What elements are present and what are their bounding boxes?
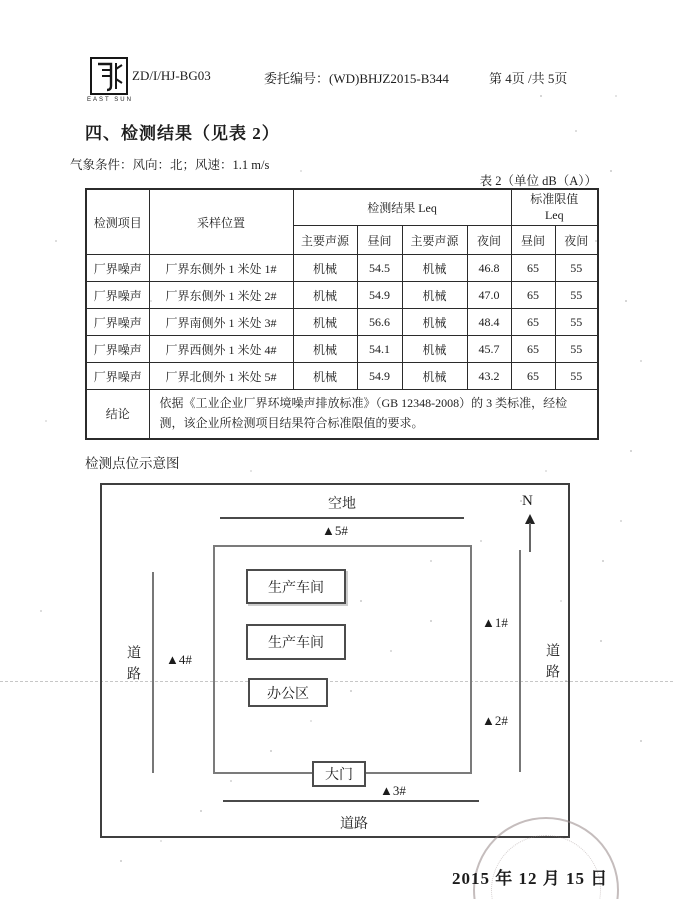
cell-day: 56.6 xyxy=(357,309,402,336)
cell-item: 厂界噪声 xyxy=(86,282,149,309)
col-header-location: 采样位置 xyxy=(149,189,293,255)
cell-source-night: 机械 xyxy=(402,255,467,282)
cell-source-day: 机械 xyxy=(293,282,357,309)
col-header-source-night: 主要声源 xyxy=(402,226,467,255)
cell-night: 47.0 xyxy=(467,282,511,309)
logo-glyph xyxy=(92,59,126,93)
col-header-night: 夜间 xyxy=(467,226,511,255)
open-space-label: 空地 xyxy=(328,497,356,512)
cell-source-night: 机械 xyxy=(402,309,467,336)
col-header-source-day: 主要声源 xyxy=(293,226,357,255)
bottom-boundary-line xyxy=(223,800,479,802)
col-header-limit-day: 昼间 xyxy=(511,226,555,255)
cell-limit-day: 65 xyxy=(511,363,555,390)
cell-day: 54.9 xyxy=(357,363,402,390)
table-row xyxy=(86,282,598,309)
cell-source-day: 机械 xyxy=(293,336,357,363)
cell-limit-day: 65 xyxy=(511,336,555,363)
cell-location: 厂界南侧外 1 米处 3# xyxy=(149,309,293,336)
cell-source-day: 机械 xyxy=(293,363,357,390)
cell-day: 54.5 xyxy=(357,255,402,282)
results-table xyxy=(85,188,599,440)
table-row xyxy=(86,336,598,363)
north-label: N xyxy=(522,493,533,509)
road-label-right: 道路 xyxy=(544,643,559,685)
col-header-limit-group: 标准限值 Leq xyxy=(511,189,598,226)
conclusion-row xyxy=(86,390,598,439)
table-row xyxy=(86,309,598,336)
cell-limit-night: 55 xyxy=(555,282,598,309)
cell-item: 厂界噪声 xyxy=(86,363,149,390)
right-road-line xyxy=(519,550,521,772)
report-date: 2015 年 12 月 15 日 xyxy=(452,869,609,888)
conclusion-label: 结论 xyxy=(86,390,149,439)
col-header-result-group: 检测结果 Leq xyxy=(293,189,511,226)
conclusion-text: 依据《工业企业厂界环境噪声排放标准》（GB 12348-2008）的 3 类标准，经检测，该企业所检测项目结果符合标准限值的要求。 xyxy=(149,390,598,439)
cell-night: 43.2 xyxy=(467,363,511,390)
monitor-point-4: ▲4# xyxy=(166,652,192,667)
cell-limit-night: 55 xyxy=(555,336,598,363)
top-boundary-line xyxy=(220,517,464,519)
workshop-2-box xyxy=(246,624,346,660)
cell-night: 48.4 xyxy=(467,309,511,336)
col-header-limit-night: 夜间 xyxy=(555,226,598,255)
cell-night: 45.7 xyxy=(467,336,511,363)
table-caption: 表 2（单位 dB（A）） xyxy=(479,174,597,188)
workshop-2-label: 生产车间 xyxy=(268,636,324,651)
site-diagram xyxy=(100,483,570,838)
cell-limit-night: 55 xyxy=(555,255,598,282)
cell-day: 54.1 xyxy=(357,336,402,363)
left-road-line xyxy=(152,572,154,773)
table-row xyxy=(86,255,598,282)
office-label: 办公区 xyxy=(267,686,309,702)
table-row xyxy=(86,363,598,390)
scan-noise xyxy=(0,0,2,2)
page-number: 第 4页 /共 5页 xyxy=(489,71,568,86)
cell-limit-night: 55 xyxy=(555,363,598,390)
cell-limit-day: 65 xyxy=(511,255,555,282)
company-logo xyxy=(90,57,128,95)
monitor-point-5: ▲5# xyxy=(322,523,348,538)
cell-location: 厂界东侧外 1 米处 1# xyxy=(149,255,293,282)
cell-item: 厂界噪声 xyxy=(86,336,149,363)
cell-source-night: 机械 xyxy=(402,336,467,363)
monitor-point-1: ▲1# xyxy=(482,615,508,630)
commission-number: 委托编号：(WD)BHJZ2015-B344 xyxy=(264,71,449,86)
monitor-point-2: ▲2# xyxy=(482,713,508,728)
cell-source-day: 机械 xyxy=(293,309,357,336)
workshop-1-label: 生产车间 xyxy=(268,580,324,596)
cell-location: 厂界北侧外 1 米处 5# xyxy=(149,363,293,390)
north-arrow-shaft xyxy=(529,523,531,552)
cell-item: 厂界噪声 xyxy=(86,309,149,336)
section-title: 四、检测结果（见表 2） xyxy=(85,124,280,143)
gate-label: 大门 xyxy=(325,768,353,783)
cell-limit-night: 55 xyxy=(555,309,598,336)
cell-location: 厂界西侧外 1 米处 4# xyxy=(149,336,293,363)
workshop-1-box xyxy=(246,569,346,604)
road-label-bottom: 道路 xyxy=(340,817,368,832)
document-code: ZD/I/HJ-BG03 xyxy=(132,68,211,83)
col-header-day: 昼间 xyxy=(357,226,402,255)
gate-box xyxy=(312,761,366,787)
cell-item: 厂界噪声 xyxy=(86,255,149,282)
cell-limit-day: 65 xyxy=(511,282,555,309)
road-label-left: 道路 xyxy=(125,645,140,687)
col-header-item: 检测项目 xyxy=(86,189,149,255)
monitor-point-3: ▲3# xyxy=(380,783,406,798)
cell-source-night: 机械 xyxy=(402,363,467,390)
weather-conditions: 气象条件：风向：北；风速：1.1 m/s xyxy=(70,158,270,172)
office-box xyxy=(248,678,328,707)
cell-location: 厂界东侧外 1 米处 2# xyxy=(149,282,293,309)
cell-source-day: 机械 xyxy=(293,255,357,282)
cell-source-night: 机械 xyxy=(402,282,467,309)
cell-limit-day: 65 xyxy=(511,309,555,336)
diagram-title: 检测点位示意图 xyxy=(85,456,180,471)
cell-day: 54.9 xyxy=(357,282,402,309)
logo-caption: EAST SUN xyxy=(87,97,133,103)
cell-night: 46.8 xyxy=(467,255,511,282)
